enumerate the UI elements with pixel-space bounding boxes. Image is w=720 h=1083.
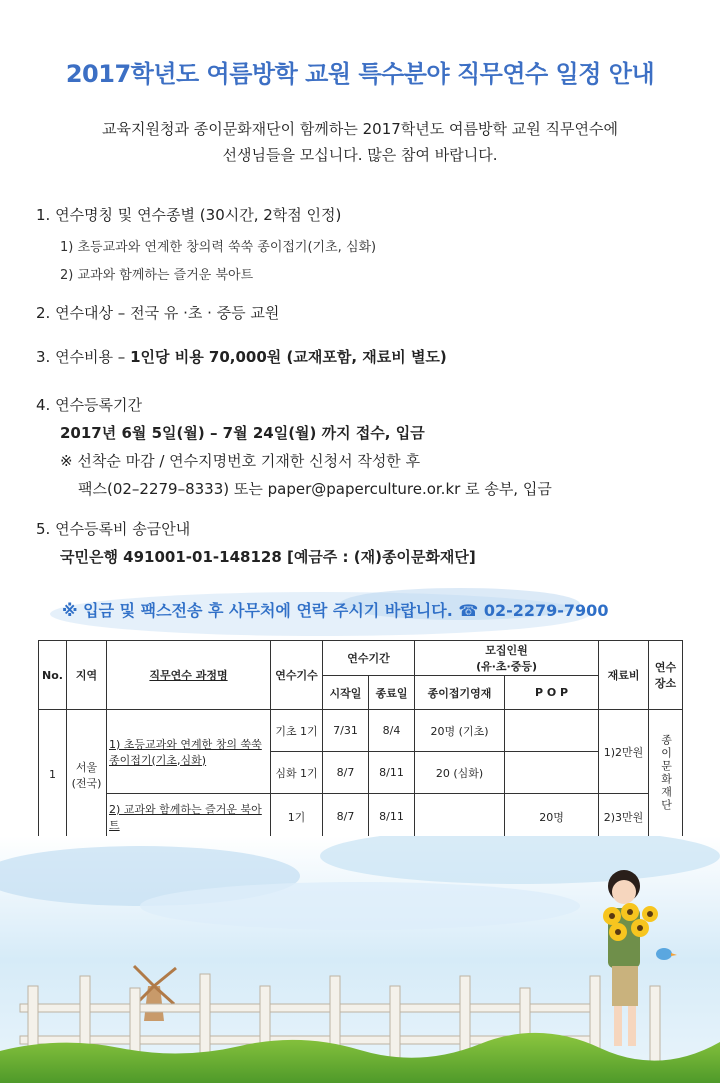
section-4-period: 2017년 6월 5일(월) – 7월 24일(월) 까지 접수, 입금: [60, 424, 425, 442]
contact-notice: ※ 입금 및 팩스전송 후 사무처에 연락 주시기 바랍니다. ☎ 02-2279-7900: [62, 601, 609, 620]
cell-end: 8/4: [369, 710, 415, 752]
section-3-value: 1인당 비용 70,000원 (교재포함, 재료비 별도): [130, 348, 447, 366]
cell-start: 8/7: [323, 794, 369, 840]
section-2-heading: 2. 연수대상 – 전국 유 ·초 · 중등 교원: [36, 304, 280, 322]
cell-place: 종이문화재단: [649, 710, 683, 840]
section-4-note-1: ※ 선착순 마감 / 연수지명번호 기재한 신청서 작성한 후: [60, 452, 421, 470]
cell-start: 8/7: [323, 752, 369, 794]
meadow-illustration: [0, 836, 720, 1083]
section-1-heading: 1. 연수명칭 및 연수종별 (30시간, 2학점 인정): [36, 206, 342, 224]
cell-session: 1기: [271, 794, 323, 840]
cell-session: 기초 1기: [271, 710, 323, 752]
header-origami: 종이접기영재: [415, 676, 505, 710]
cell-session: 심화 1기: [271, 752, 323, 794]
cell-origami: 20 (심화): [415, 752, 505, 794]
cell-start: 7/31: [323, 710, 369, 752]
header-start: 시작일: [323, 676, 369, 710]
cell-end: 8/11: [369, 794, 415, 840]
cell-fee-2: 2)3만원: [599, 794, 649, 840]
cell-origami: 20명 (기초): [415, 710, 505, 752]
intro-line-2: 선생님들을 모십니다. 많은 참여 바랍니다.: [222, 146, 498, 164]
page-title: 2017학년도 여름방학 교원 특수분야 직무연수 일정 안내: [65, 60, 655, 88]
header-pop: P O P: [505, 676, 599, 710]
section-4-note-2: 팩스(02–2279–8333) 또는 paper@paperculture.or.kr 로 송부, 입금: [78, 480, 552, 498]
cell-origami: [415, 794, 505, 840]
section-5-account: 국민은행 491001-01-148128 [예금주 : (재)종이문화재단]: [60, 548, 476, 566]
header-session: 연수기수: [271, 641, 323, 710]
header-course: 직무연수 과정명: [107, 641, 271, 710]
section-1-item-1: 1) 초등교과와 연계한 창의력 쑥쑥 종이접기(기초, 심화): [60, 240, 377, 255]
cell-course-2: 2) 교과와 함께하는 즐거운 북아트: [107, 794, 271, 840]
cell-pop: [505, 710, 599, 752]
header-fee: 재료비: [599, 641, 649, 710]
table-row: [39, 710, 683, 752]
cell-end: 8/11: [369, 752, 415, 794]
cell-course-1: 1) 초등교과와 연계한 창의 쑥쑥 종이접기(기초,심화): [107, 710, 271, 794]
section-1-item-2: 2) 교과와 함께하는 즐거운 북아트: [60, 268, 254, 283]
cell-pop: 20명: [505, 794, 599, 840]
cell-fee-1: 1)2만원: [599, 710, 649, 794]
schedule-table: [38, 640, 683, 840]
header-region: 지역: [67, 641, 107, 710]
section-4-heading: 4. 연수등록기간: [36, 396, 143, 414]
header-no: No.: [39, 641, 67, 710]
cell-region: 서울 (전국): [67, 710, 107, 840]
header-place: 연수장소: [649, 641, 683, 710]
header-end: 종료일: [369, 676, 415, 710]
section-5-heading: 5. 연수등록비 송금안내: [36, 520, 191, 538]
cell-no: 1: [39, 710, 67, 840]
cell-pop: [505, 752, 599, 794]
header-recruit: 모집인원 (유·초·중등): [415, 641, 599, 676]
intro-line-1: 교육지원청과 종이문화재단이 함께하는 2017학년도 여름방학 교원 직무연수에: [102, 120, 618, 138]
intro-text: [0, 116, 720, 168]
section-3: [36, 346, 447, 367]
table-row: [39, 794, 683, 840]
section-3-label: 3. 연수비용 –: [36, 348, 131, 366]
header-period: 연수기간: [323, 641, 415, 676]
